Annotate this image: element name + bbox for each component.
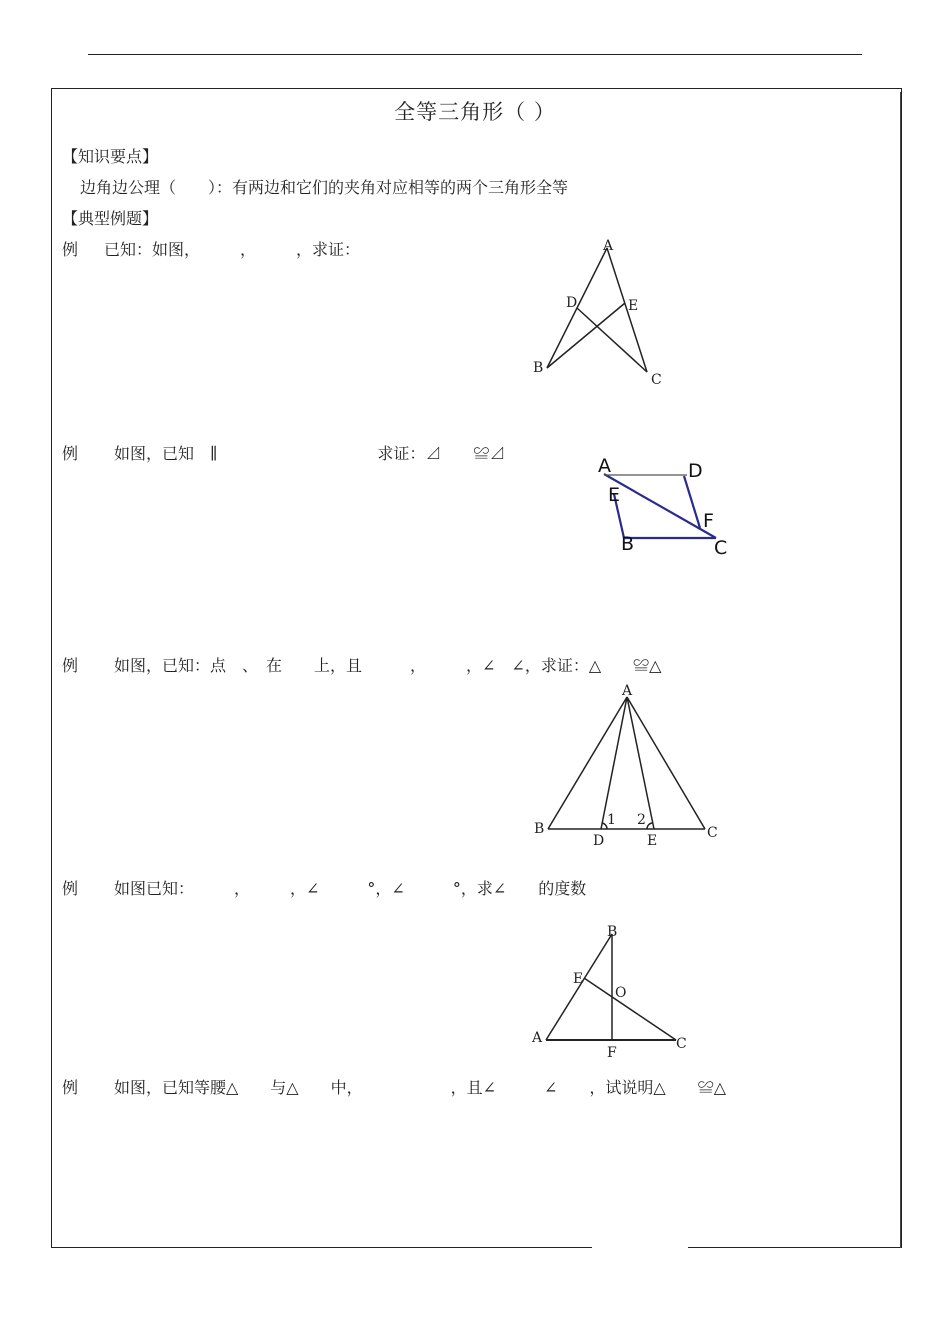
figure-3-label-E: E — [647, 833, 658, 849]
figure-3-label-A: A — [622, 683, 633, 699]
figure-1-label-A: A — [603, 238, 614, 254]
figure-3-label-C: C — [707, 825, 718, 841]
figure-3-label-B: B — [534, 821, 545, 837]
header-rule — [88, 54, 862, 55]
figure-2-parallelogram — [592, 452, 742, 562]
section-knowledge-heading: 【知识要点】 — [62, 147, 159, 166]
example-1-text: 已知：如图， ， ，求证： — [104, 240, 361, 259]
segment-AD — [601, 697, 627, 829]
section-examples-heading: 【典型例题】 — [62, 209, 159, 228]
example-3-text: 如图，已知：点 、 在 上，且 ， ，∠ ∠，求证：△ ≌△ — [114, 656, 662, 675]
figure-1-label-B: B — [533, 360, 544, 376]
example-1-prefix: 例 — [62, 240, 79, 259]
page-title: 全等三角形（ ） — [394, 100, 556, 124]
figure-2-label-D: D — [688, 460, 703, 482]
figure-2-label-C: C — [714, 537, 728, 559]
figure-4-label-A: A — [532, 1030, 543, 1046]
figure-3-angle-1-label: 1 — [607, 812, 616, 828]
frame-right-edge — [897, 92, 901, 1248]
frame-bottom-gap — [592, 1240, 688, 1252]
figure-1-crossed-triangles — [520, 232, 680, 392]
segment-BA — [546, 934, 612, 1040]
figure-4-label-O: O — [615, 985, 627, 1001]
figure-3-angle-2-label: 2 — [637, 812, 646, 828]
example-2-prefix: 例 — [62, 444, 79, 463]
figure-4-label-E: E — [573, 971, 584, 987]
segment-AC — [627, 697, 705, 829]
figure-1-label-D: D — [566, 295, 578, 311]
figure-4-label-B: B — [607, 924, 618, 940]
figure-2-label-B: B — [621, 533, 635, 555]
figure-2-label-E: E — [608, 484, 621, 506]
figure-1-label-C: C — [651, 372, 662, 388]
example-4-text: 如图已知： ， ，∠ °，∠ °，求∠ 的度数 — [114, 879, 587, 898]
segment-AB — [548, 697, 627, 829]
figure-4-label-F: F — [607, 1045, 617, 1061]
figure-1-label-E: E — [628, 298, 639, 314]
example-2-text: 如图，已知 ∥ 求证：⊿ ≌⊿ — [114, 444, 506, 463]
figure-4-triangle-altitude — [528, 920, 698, 1060]
sas-axiom-text: 边角边公理（ ）：有两边和它们的夹角对应相等的两个三角形全等 — [80, 178, 569, 197]
figure-2-label-F: F — [703, 510, 714, 532]
example-4-prefix: 例 — [62, 879, 79, 898]
figure-3-label-D: D — [593, 833, 605, 849]
example-5-prefix: 例 — [62, 1078, 79, 1097]
segment-EC — [584, 978, 676, 1040]
angle-2-arc — [647, 823, 652, 829]
example-3-prefix: 例 — [62, 656, 79, 675]
figure-2-label-A: A — [598, 455, 611, 477]
segment-AE — [627, 697, 654, 829]
example-5-text: 如图，已知等腰△ 与△ 中， ，且∠ ∠ ，试说明△ ≌△ — [114, 1078, 727, 1097]
figure-4-label-C: C — [676, 1036, 687, 1052]
segment-BE — [547, 303, 625, 368]
figure-3-triangle-cevians — [528, 680, 728, 850]
